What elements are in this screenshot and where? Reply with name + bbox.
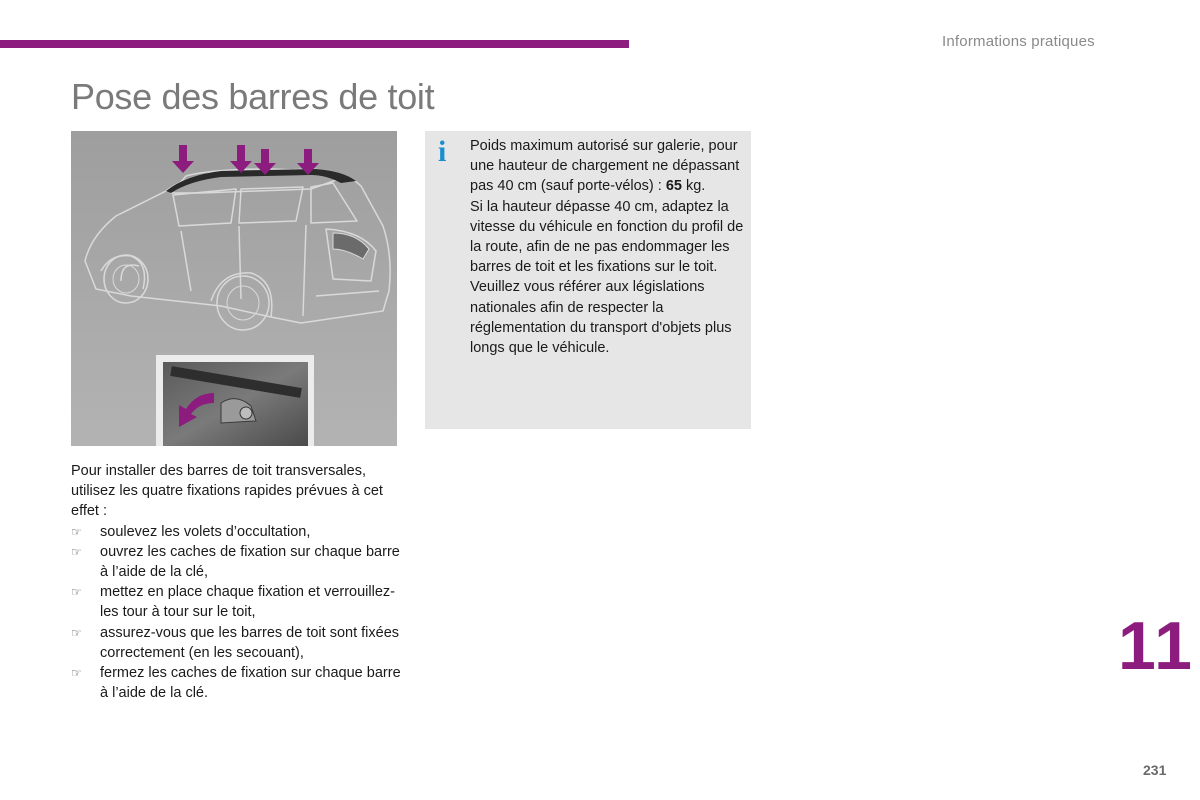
header-accent-bar (0, 40, 629, 48)
section-label: Informations pratiques (942, 33, 1095, 50)
page-title: Pose des barres de toit (71, 76, 435, 117)
pointing-hand-icon: ☞ (71, 544, 82, 559)
instructions-steps (71, 522, 401, 704)
instructions-intro: Pour installer des barres de toit transversales, utilisez les quatre fixations rapides prévues à cet effet : (71, 463, 383, 520)
step-text: mettez en place chaque fixation et verrouillez-les tour à tour sur le toit, (100, 584, 395, 621)
page-number: 231 (1143, 762, 1167, 778)
info-paragraph-weight (470, 136, 748, 197)
info-box (425, 131, 751, 429)
chapter-number: 11 (1118, 608, 1194, 684)
step-text: ouvrez les caches de fixation sur chaque barre à l’aide de la clé, (100, 543, 400, 581)
instructions (71, 461, 401, 703)
step-text: fermez les caches de fixation sur chaque barre à l’aide de la clé. (100, 665, 401, 702)
info-paragraph-speed: Si la hauteur dépasse 40 cm, adaptez la vitesse du véhicule en fonction du profil de la route, afin de ne pas endommager les barres de toit et les fixations sur le toit. (470, 198, 744, 276)
info-icon: i (438, 135, 447, 168)
step-item (71, 623, 401, 663)
step-text: assurez-vous que les barres de toit sont fixées correctement (en les secouant), (100, 624, 400, 661)
info-text (470, 136, 748, 358)
step-text: soulevez les volets d’occultation, (100, 523, 311, 540)
info-paragraph-legislation: Veuillez vous référer aux législations nationales afin de respecter la réglementation du transport d'objets plus longs que le véhicule. (470, 279, 732, 357)
step-item (71, 522, 401, 542)
info-weight-text: Poids maximum autorisé sur galerie, pour une hauteur de chargement ne dépassant pas 40 cm (sauf porte-vélos) : (470, 138, 740, 195)
pointing-hand-icon: ☞ (71, 585, 82, 600)
step-item (71, 582, 401, 622)
step-item (71, 663, 401, 703)
pointing-hand-icon: ☞ (71, 625, 82, 640)
pointing-hand-icon: ☞ (71, 524, 82, 539)
step-item (71, 542, 401, 582)
info-weight-unit: kg. (681, 178, 706, 195)
pointing-hand-icon: ☞ (71, 666, 82, 681)
roof-rack-illustration (71, 131, 397, 446)
info-weight-value: 65 (665, 178, 682, 195)
